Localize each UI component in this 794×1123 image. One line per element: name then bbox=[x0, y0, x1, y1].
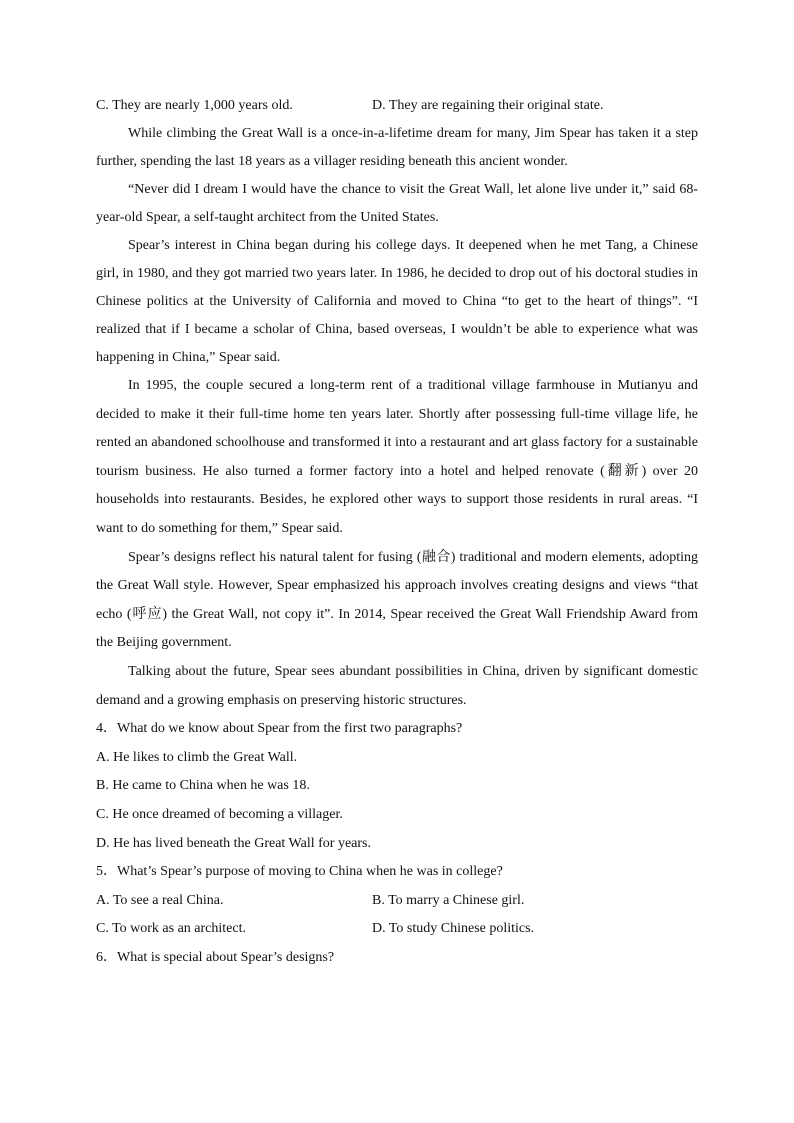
passage-paragraph-4: In 1995, the couple secured a long-term rent of a traditional village farmhouse in Mutianyu and decided to make it their full-time home ten years later. Shortly after possessing full-time village life, he rented an abandoned schoolhouse and transformed it into a restaurant and art glass factory for a sustainable tourism business. He also turned a former factory into a hotel and helped renovate (翻新) over 20 households into restaurants. Besides, he explored other ways to support those residents in rural areas. “I want to do something for them,” Spear said. bbox=[96, 378, 698, 536]
question-4-option-d: D. He has lived beneath the Great Wall for years. bbox=[96, 835, 372, 851]
passage-paragraph-2: “Never did I dream I would have the chance to visit the Great Wall, let alone live under it,” said 68-year-old Spear, a self-taught architect from the United States. bbox=[96, 182, 698, 225]
passage-paragraph-3: Spear’s interest in China began during his college days. It deepened when he met Tang, a Chinese girl, in 1980, and they got married two years later. In 1986, he decided to drop out of his doctoral studies in Chinese politics at the University of California and moved to China “to get to the heart of things”. “I realized that if I became a scholar of China, based overseas, I wouldn’t be able to experience what was happening in China,” Spear said. bbox=[96, 238, 698, 365]
question-4-stem: 4．What do we know about Spear from the first two paragraphs? bbox=[96, 721, 463, 737]
document-page bbox=[96, 92, 698, 972]
question-4-option-b: B. He came to China when he was 18. bbox=[96, 778, 310, 794]
question-5-option-a: A. To see a real China. bbox=[96, 892, 224, 908]
question-4-option-a: A. He likes to climb the Great Wall. bbox=[96, 749, 298, 765]
question-5-options-row-1 bbox=[96, 887, 698, 916]
option-c-prev: C. They are nearly 1,000 years old. bbox=[96, 98, 293, 113]
option-d-prev: D. They are regaining their original state. bbox=[372, 98, 604, 113]
question-4-option-c: C. He once dreamed of becoming a villager. bbox=[96, 806, 343, 822]
question-5-options-row-2 bbox=[96, 915, 698, 944]
passage-paragraph-5: Spear’s designs reflect his natural talent for fusing (融合) traditional and modern elements, adopting the Great Wall style. However, Spear emphasized his approach involves creating designs and views “that echo (呼应) the Great Wall, not copy it”. In 2014, Spear received the Great Wall Friendship Award from the Beijing government. bbox=[96, 549, 698, 651]
question-5-stem: 5．What’s Spear’s purpose of moving to China when he was in college? bbox=[96, 864, 503, 880]
question-5-option-b: B. To marry a Chinese girl. bbox=[372, 892, 525, 908]
question-5-option-c: C. To work as an architect. bbox=[96, 921, 246, 937]
passage-paragraph-1: While climbing the Great Wall is a once-in-a-lifetime dream for many, Jim Spear has taken it a step further, spending the last 18 years as a villager residing beneath this ancient wonder. bbox=[96, 126, 698, 169]
previous-question-options bbox=[96, 92, 698, 120]
question-5-option-d: D. To study Chinese politics. bbox=[372, 921, 535, 937]
passage-paragraph-6: Talking about the future, Spear sees abundant possibilities in China, driven by significant domestic demand and a growing emphasis on preserving historic structures. bbox=[96, 663, 698, 708]
question-6-stem: 6．What is special about Spear’s designs? bbox=[96, 949, 335, 965]
